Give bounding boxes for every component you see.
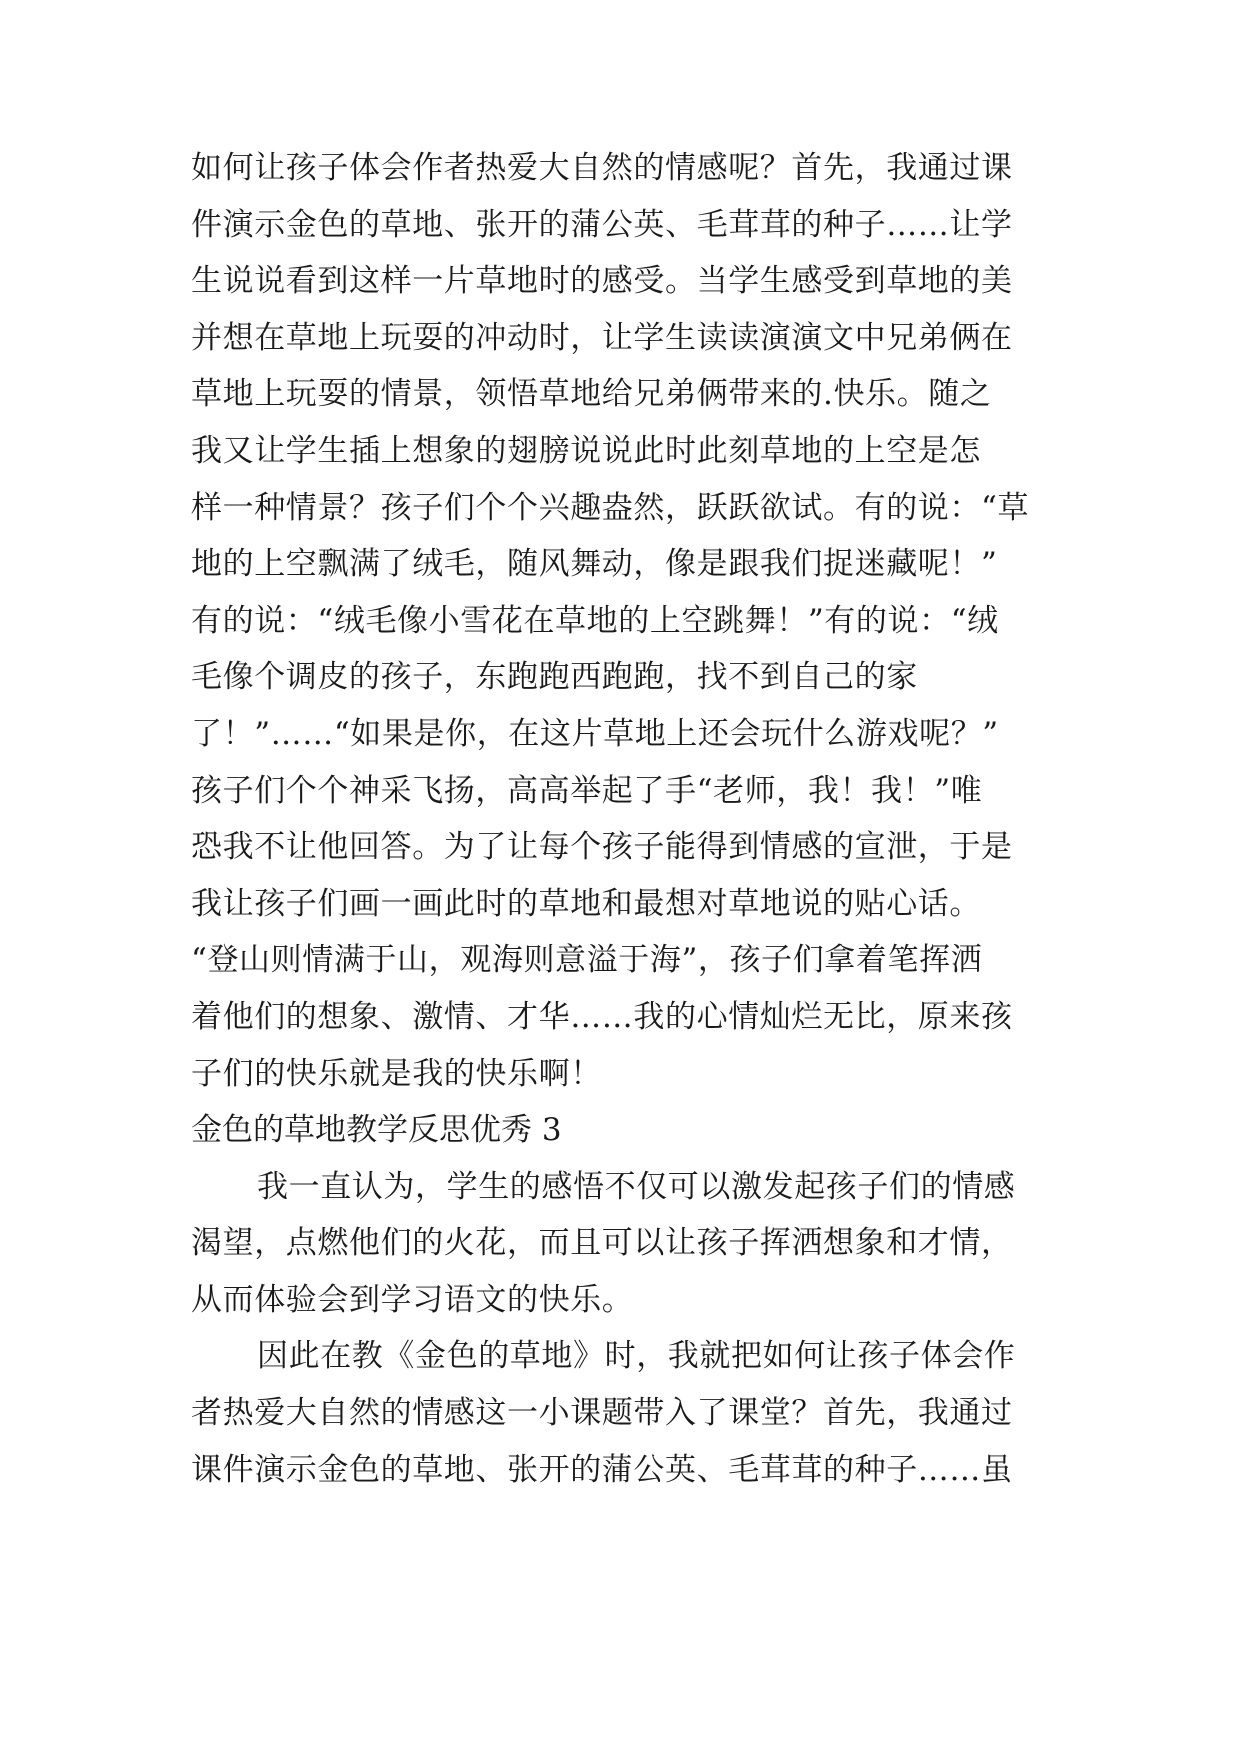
text-line: 课件演示金色的草地、张开的蒲公英、毛茸茸的种子……虽 [191, 1451, 1013, 1488]
paragraph-first-line: 我一直认为，学生的感悟不仅可以激发起孩子们的情感 [257, 1168, 1016, 1205]
section-heading: 金色的草地教学反思优秀 3 [191, 1112, 562, 1149]
text-line: 者热爱大自然的情感这一小课题带入了课堂？首先，我通过 [191, 1395, 1013, 1432]
text-line: 地的上空飘满了绒毛，随风舞动，像是跟我们捉迷藏呢！” [191, 546, 998, 583]
text-line: 子们的快乐就是我的快乐啊！ [191, 1055, 602, 1092]
text-line: 件演示金色的草地、张开的蒲公英、毛茸茸的种子……让学 [191, 206, 1013, 243]
text-line: 我又让学生插上想象的翅膀说说此时此刻草地的上空是怎 [191, 432, 981, 469]
text-line: 草地上玩耍的情景，领悟草地给兄弟俩带来的.快乐。随之 [191, 376, 992, 413]
text-line: 生说说看到这样一片草地时的感受。当学生感受到草地的美 [191, 263, 1013, 300]
text-line: 渴望，点燃他们的火花，而且可以让孩子挥洒想象和才情， [191, 1225, 1013, 1262]
text-line: “登山则情满于山，观海则意溢于海”，孩子们拿着笔挥洒 [191, 942, 983, 979]
text-line: 并想在草地上玩耍的冲动时，让学生读读演演文中兄弟俩在 [191, 319, 1013, 356]
text-line: 着他们的想象、激情、才华……我的心情灿烂无比，原来孩 [191, 998, 1013, 1035]
text-line: 如何让孩子体会作者热爱大自然的情感呢？首先，我通过课 [191, 150, 1013, 186]
text-line: 恐我不让他回答。为了让每个孩子能得到情感的宣泄，于是 [191, 829, 1013, 866]
text-line: 有的说：“绒毛像小雪花在草地的上空跳舞！”有的说：“绒 [191, 602, 999, 639]
text-line: 了！”……“如果是你，在这片草地上还会玩什么游戏呢？” [191, 715, 999, 752]
text-line: 我让孩子们画一画此时的草地和最想对草地说的贴心话。 [191, 885, 981, 922]
text-line: 孩子们个个神采飞扬，高高举起了手“老师，我！我！”唯 [191, 772, 983, 809]
text-line: 样一种情景？孩子们个个兴趣盎然，跃跃欲试。有的说：“草 [191, 489, 1030, 526]
paragraph-first-line: 因此在教《金色的草地》时，我就把如何让孩子体会作 [257, 1338, 1016, 1375]
document-body [191, 140, 1051, 1498]
text-line: 从而体验会到学习语文的快乐。 [191, 1281, 634, 1318]
text-line: 毛像个调皮的孩子，东跑跑西跑跑，找不到自己的家 [191, 659, 918, 696]
